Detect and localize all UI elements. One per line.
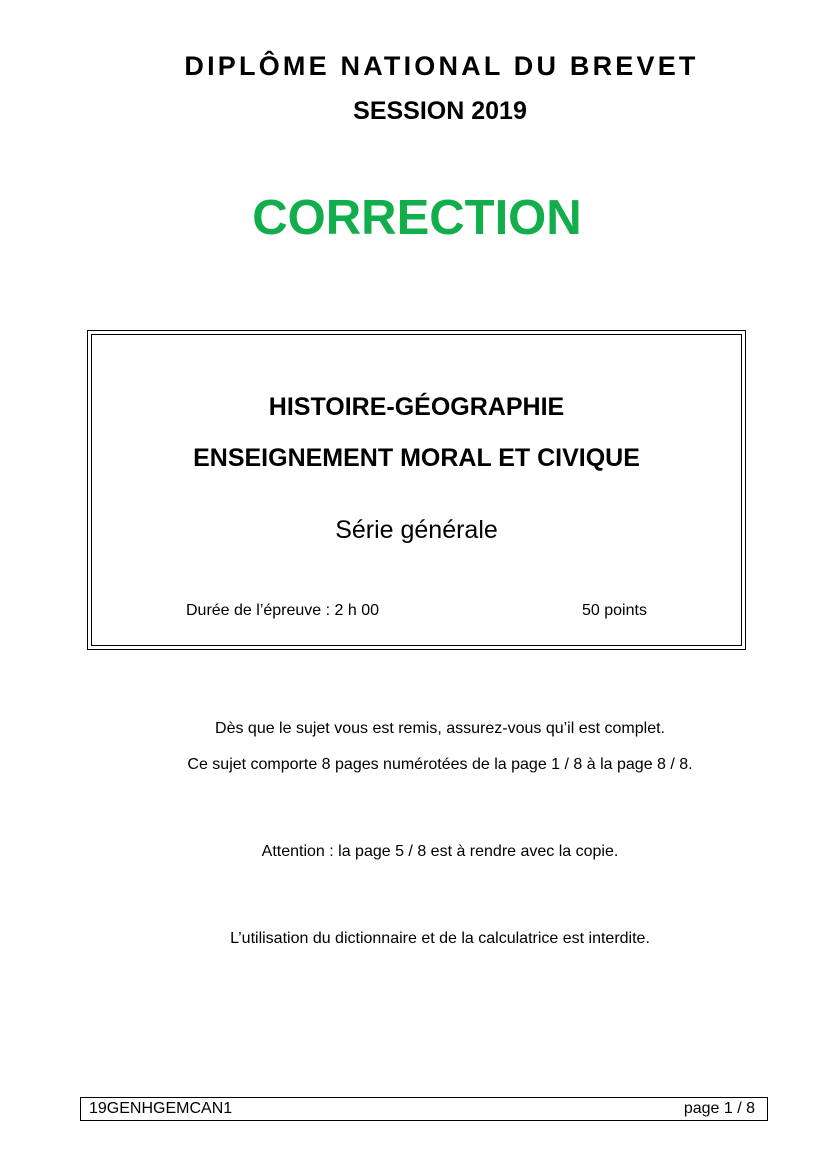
- exam-title: DIPLÔME NATIONAL DU BREVET: [184, 51, 699, 81]
- instruction-complete-check: Dès que le sujet vous est remis, assurez-vous qu’il est complet.: [215, 720, 665, 737]
- instruction-page-count: Ce sujet comporte 8 pages numérotées de la page 1 / 8 à la page 8 / 8.: [187, 756, 693, 773]
- session-year: SESSION 2019: [353, 97, 527, 125]
- exam-duration: Durée de l’épreuve : 2 h 00: [186, 602, 380, 619]
- instruction-return-page: Attention : la page 5 / 8 est à rendre avec la copie.: [261, 843, 619, 860]
- document-code: 19GENHGEMCAN1: [89, 1100, 233, 1117]
- correction-heading: CORRECTION: [252, 191, 582, 245]
- exam-points: 50 points: [582, 602, 647, 619]
- page-footer: [80, 1097, 768, 1121]
- page-number: page 1 / 8: [683, 1100, 755, 1117]
- subject-title: HISTOIRE-GÉOGRAPHIE: [268, 393, 565, 421]
- subject-subtitle: ENSEIGNEMENT MORAL ET CIVIQUE: [193, 444, 640, 472]
- series-label: Série générale: [335, 516, 498, 544]
- subject-box-inner-border: [91, 334, 742, 646]
- instruction-no-calculator: L’utilisation du dictionnaire et de la calculatrice est interdite.: [230, 930, 650, 947]
